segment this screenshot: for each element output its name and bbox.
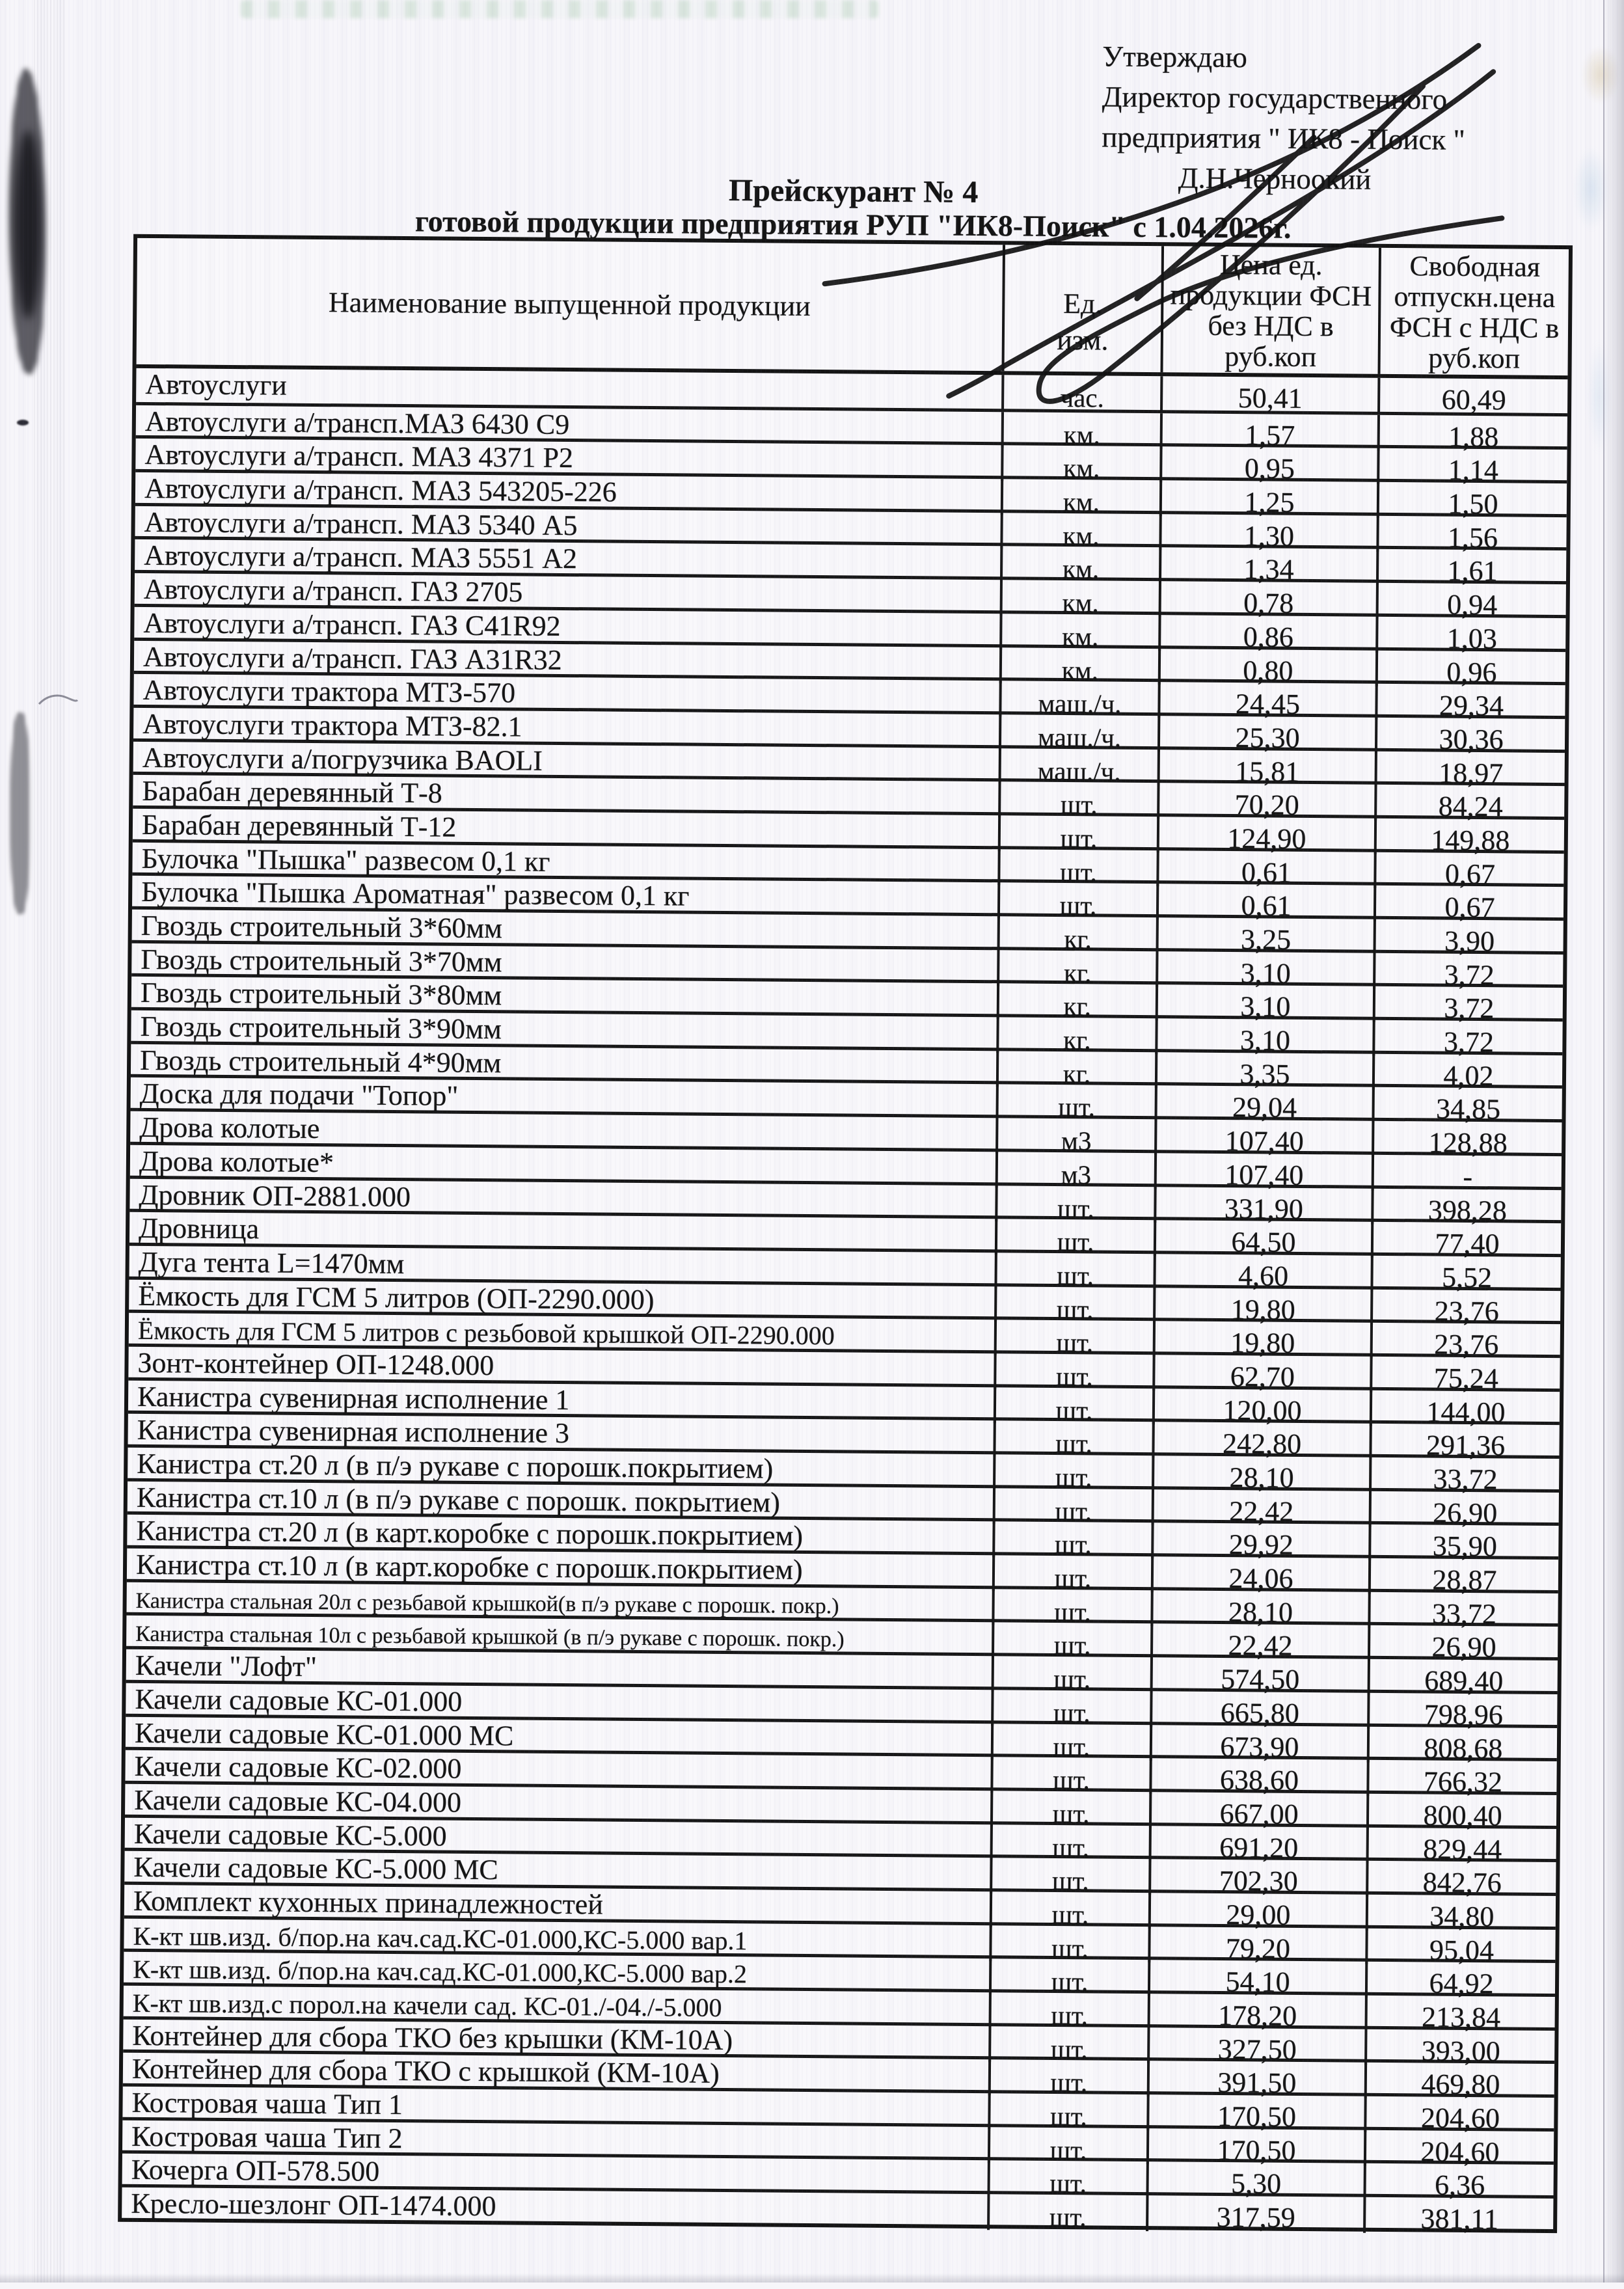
price-no-vat: 15,81 [1157, 750, 1375, 787]
price-with-vat: 0,67 [1374, 852, 1563, 889]
unit-value: шт. [990, 1891, 1148, 1929]
price-with-vat: 95,04 [1365, 1928, 1555, 1965]
header-price-no-vat: Цена ед. продукции ФСН без НДС в руб.коп [1161, 246, 1379, 374]
price-with-vat: 469,80 [1364, 2063, 1554, 2100]
price-with-vat: 34,80 [1366, 1895, 1556, 1932]
price-with-vat: 26,90 [1369, 1491, 1559, 1528]
price-no-vat: 1,30 [1159, 514, 1376, 552]
price-with-vat: 798,96 [1367, 1693, 1557, 1730]
price-with-vat: - [1372, 1155, 1562, 1192]
product-name: Барабан деревянный Т-12 [141, 808, 457, 843]
price-no-vat: 638,60 [1149, 1758, 1366, 1796]
product-name: Канистра ст.10 л (в п/э рукаве с порошк. покрытием) [136, 1481, 781, 1519]
product-name: Автоуслуги трактора МТЗ-82.1 [142, 707, 522, 743]
unit-value: шт. [990, 1824, 1149, 1862]
director-name: Д.Н.Черноокий [1178, 161, 1372, 196]
product-name: К-кт шв.изд.с порол.на качели сад. КС-01./-04./-5.000 [132, 1988, 722, 2022]
unit-value: шт. [994, 1253, 1153, 1290]
unit-value: шт. [992, 1522, 1151, 1559]
product-name: Ёмкость для ГСМ 5 литров (ОП-2290.000) [138, 1279, 655, 1316]
product-name: Качели садовые КС-04.000 [134, 1783, 462, 1819]
price-with-vat: 1,03 [1375, 617, 1565, 654]
approval-block [1102, 36, 1584, 201]
product-name: Доска для подачи "Топор" [139, 1077, 459, 1113]
unit-value: час. [1001, 375, 1160, 412]
unit-value: шт. [998, 782, 1157, 819]
product-name: Гвоздь строительный 4*90мм [139, 1044, 502, 1079]
product-name: Качели садовые КС-01.000 МС [134, 1716, 514, 1752]
unit-value: шт. [993, 1454, 1152, 1491]
product-name: Костровая чаша Тип 2 [131, 2120, 403, 2154]
unit-value: шт. [990, 1858, 1148, 1895]
product-name: Контейнер для сбора ТКО с крышкой (КМ-10А) [131, 2053, 720, 2090]
product-name: Качели садовые КС-5.000 [133, 1817, 447, 1852]
unit-value: маш./ч. [999, 748, 1157, 785]
unit-value: шт. [987, 2194, 1146, 2231]
price-with-vat: 33,72 [1369, 1457, 1559, 1495]
price-no-vat: 79,20 [1148, 1927, 1365, 1964]
price-with-vat: 3,72 [1373, 953, 1563, 990]
price-no-vat: 170,50 [1146, 2128, 1364, 2166]
unit-value: шт. [992, 1623, 1150, 1660]
price-with-vat: 28,87 [1368, 1558, 1558, 1595]
product-name: Автоуслуги а/трансп. МАЗ 4371 Р2 [144, 439, 574, 474]
unit-value: кг. [997, 984, 1156, 1021]
price-with-vat: 393,00 [1364, 2029, 1554, 2066]
product-name: Комплект кухонных принадлежностей [133, 1884, 604, 1921]
product-name: Канистра стальная 20л с резьбавой крышкой(в п/э рукаве с порошк. покр.) [135, 1588, 839, 1619]
product-name: Зонт-контейнер ОП-1248.000 [137, 1346, 494, 1382]
price-table [118, 234, 1573, 2236]
product-name: Автоуслуги а/трансп. МАЗ 543205-226 [144, 472, 617, 508]
unit-value: шт. [992, 1555, 1151, 1592]
price-with-vat: 3,90 [1373, 919, 1563, 956]
unit-value: шт. [988, 2026, 1147, 2063]
header-unit: Ед. изм. [1002, 245, 1162, 372]
unit-value: м3 [995, 1118, 1154, 1155]
price-with-vat: 30,36 [1375, 718, 1565, 755]
price-with-vat: 808,68 [1367, 1726, 1557, 1763]
price-with-vat: 84,24 [1374, 785, 1564, 822]
price-no-vat: 1,57 [1160, 413, 1377, 451]
unit-value: км. [1001, 446, 1159, 483]
price-with-vat: 35,90 [1368, 1524, 1558, 1562]
price-with-vat: 204,60 [1364, 2130, 1554, 2167]
price-with-vat: 29,34 [1375, 684, 1565, 721]
price-with-vat: 1,56 [1376, 516, 1566, 553]
price-no-vat: 327,50 [1147, 2027, 1364, 2065]
product-name: Автоуслуги а/трансп. ГАЗ С41R92 [143, 606, 561, 642]
price-no-vat: 124,90 [1157, 817, 1374, 854]
price-no-vat: 24,06 [1151, 1556, 1368, 1594]
unit-value: шт. [995, 1219, 1154, 1256]
unit-value: шт. [995, 1085, 1154, 1122]
title-line-1: Прейскурант № 4 [728, 172, 979, 210]
product-name: Качели "Лофт" [135, 1649, 318, 1683]
unit-value: км. [1001, 479, 1159, 516]
price-with-vat: 23,76 [1370, 1323, 1560, 1360]
price-with-vat: 1,88 [1377, 415, 1567, 452]
price-no-vat: 4,60 [1153, 1254, 1370, 1292]
price-with-vat: 128,88 [1372, 1121, 1562, 1158]
price-with-vat: 1,61 [1376, 549, 1566, 586]
price-with-vat: 1,14 [1377, 448, 1567, 485]
price-no-vat: 170,50 [1146, 2094, 1364, 2132]
product-name: Гвоздь строительный 3*60мм [141, 909, 503, 945]
price-no-vat: 665,80 [1150, 1691, 1367, 1729]
price-no-vat: 0,61 [1156, 884, 1374, 921]
price-no-vat: 702,30 [1148, 1859, 1366, 1897]
product-name: Кресло-шезлонг ОП-1474.000 [131, 2187, 496, 2223]
price-with-vat: 18,97 [1375, 751, 1565, 788]
unit-value: шт. [992, 1589, 1150, 1626]
unit-value: км. [999, 614, 1158, 651]
unit-value: м3 [995, 1152, 1154, 1189]
product-name: Качели садовые КС-01.000 [135, 1683, 463, 1718]
product-name: Канистра ст.20 л (в карт.коробке с порошк.покрытием) [136, 1515, 804, 1552]
product-name: Автоуслуги а/погрузчика BAOLI [142, 741, 543, 777]
product-name: Автоуслуги а/трансп. ГАЗ А31R32 [142, 640, 562, 676]
unit-value: шт. [991, 1724, 1150, 1761]
price-with-vat: 291,36 [1369, 1424, 1559, 1461]
price-no-vat: 1,34 [1159, 548, 1376, 586]
product-name: Кочерга ОП-578.500 [131, 2154, 380, 2188]
price-with-vat: 842,76 [1366, 1861, 1556, 1898]
price-no-vat: 5,30 [1146, 2162, 1363, 2200]
price-with-vat: 77,40 [1371, 1222, 1561, 1259]
price-with-vat: 381,11 [1363, 2197, 1553, 2234]
product-name: Ёмкость для ГСМ 5 литров с резьбовой крышкой ОП-2290.000 [137, 1316, 835, 1351]
price-no-vat: 0,95 [1159, 447, 1377, 485]
product-name: Контейнер для сбора ТКО без крышки (КМ-10А) [132, 2019, 733, 2056]
unit-value: км. [999, 647, 1158, 684]
price-no-vat: 22,42 [1152, 1489, 1369, 1527]
price-no-vat: 0,80 [1158, 649, 1375, 686]
unit-value: км. [1001, 412, 1160, 449]
price-with-vat: 829,44 [1366, 1827, 1556, 1864]
price-with-vat: 0,96 [1375, 650, 1565, 687]
price-with-vat: 800,40 [1366, 1794, 1556, 1831]
unit-value: кг. [996, 1051, 1155, 1088]
table-header [137, 238, 1569, 379]
price-no-vat: 242,80 [1152, 1422, 1369, 1459]
price-with-vat: 64,92 [1365, 1962, 1555, 1999]
price-with-vat: 149,88 [1374, 819, 1564, 856]
price-with-vat: 766,32 [1366, 1760, 1556, 1797]
price-no-vat: 29,00 [1148, 1893, 1366, 1930]
price-no-vat: 574,50 [1150, 1657, 1368, 1695]
unit-value: маш./ч. [999, 714, 1157, 752]
price-no-vat: 331,90 [1154, 1187, 1371, 1225]
product-name: Дрова колотые* [139, 1144, 334, 1179]
unit-value: маш./ч. [999, 681, 1157, 718]
product-name: Качели садовые КС-5.000 МС [133, 1851, 498, 1886]
price-no-vat: 50,41 [1160, 376, 1377, 414]
price-no-vat: 29,92 [1151, 1523, 1368, 1561]
price-no-vat: 317,59 [1146, 2195, 1363, 2233]
price-no-vat: 29,04 [1154, 1086, 1372, 1124]
price-with-vat: 75,24 [1370, 1357, 1560, 1394]
price-with-vat: 689,40 [1368, 1659, 1558, 1696]
price-no-vat: 107,40 [1154, 1153, 1372, 1191]
price-with-vat: 398,28 [1371, 1188, 1561, 1225]
unit-value: шт. [997, 849, 1156, 886]
unit-value: шт. [987, 2161, 1146, 2198]
unit-value: шт. [992, 1656, 1150, 1693]
unit-value: шт. [994, 1353, 1152, 1390]
unit-value: кг. [997, 916, 1156, 953]
product-name: Гвоздь строительный 3*80мм [140, 977, 502, 1012]
product-name: Канистра стальная 10л с резьбавой крышкой (в п/э рукаве с порошк. покр.) [135, 1622, 845, 1652]
product-name: Канистра ст.10 л (в карт.коробке с порошк.покрытием) [135, 1548, 803, 1586]
unit-value: шт. [997, 883, 1156, 920]
unit-value: шт. [993, 1488, 1152, 1525]
unit-value: кг. [996, 1017, 1155, 1054]
product-name: Барабан деревянный Т-8 [142, 775, 442, 809]
price-with-vat: 34,85 [1372, 1087, 1562, 1124]
price-with-vat: 23,76 [1370, 1289, 1560, 1326]
product-name: Автоуслуги а/трансп. МАЗ 5551 А2 [144, 539, 578, 575]
price-no-vat: 28,10 [1150, 1590, 1368, 1628]
price-with-vat: 1,50 [1377, 482, 1567, 519]
product-name: Канистра сувенирная исполнение 3 [137, 1414, 570, 1450]
price-with-vat: 33,72 [1368, 1592, 1558, 1629]
product-name: Канистра ст.20 л (в п/э рукаве с порошк.покрытием) [137, 1447, 774, 1485]
price-no-vat: 19,80 [1153, 1321, 1370, 1359]
unit-value: шт. [990, 1757, 1149, 1794]
product-name: Булочка "Пышка Ароматная" развесом 0,1 кг [141, 876, 690, 912]
price-with-vat: 0,94 [1376, 583, 1566, 620]
header-price-with-vat: Свободная отпускн.цена ФСН с НДС в руб.коп [1377, 248, 1569, 375]
price-with-vat: 213,84 [1364, 1996, 1554, 2033]
price-no-vat: 28,10 [1152, 1456, 1369, 1493]
product-name: Костровая чаша Тип 1 [131, 2086, 403, 2121]
unit-value: шт. [993, 1421, 1152, 1458]
approval-line: предприятия " ИК8 - Поиск " [1102, 120, 1466, 156]
unit-value: шт. [988, 2093, 1146, 2130]
product-name: К-кт шв.изд. б/пор.на кач.сад.КС-01.000,КС-5.000 вар.2 [133, 1955, 748, 1989]
price-no-vat: 0,78 [1159, 581, 1376, 619]
unit-value: шт. [989, 1992, 1148, 2029]
price-no-vat: 120,00 [1152, 1388, 1370, 1426]
price-with-vat: 6,36 [1363, 2163, 1553, 2201]
product-name: Автоуслуги а/трансп.МАЗ 6430 С9 [144, 405, 570, 440]
price-with-vat: 144,00 [1370, 1390, 1560, 1427]
price-with-vat: 204,60 [1364, 2096, 1554, 2133]
price-with-vat: 3,72 [1372, 1020, 1562, 1057]
unit-value: шт. [989, 1925, 1148, 1962]
price-with-vat: 26,90 [1368, 1625, 1558, 1662]
approval-line: Утверждаю [1102, 40, 1248, 74]
unit-value: кг. [997, 950, 1156, 987]
unit-value: шт. [991, 1690, 1150, 1727]
unit-value: шт. [990, 1791, 1149, 1828]
title-line-2: готовой продукции предприятия РУП "ИК8-Поиск" с 1.04.2026г. [414, 204, 1292, 245]
product-name: Автоуслуги а/трансп. МАЗ 5340 А5 [144, 506, 578, 541]
price-with-vat: 60,49 [1377, 378, 1567, 415]
price-no-vat: 3,10 [1156, 951, 1373, 989]
unit-value: шт. [998, 815, 1157, 852]
product-name: Автоуслуги трактора МТЗ-570 [142, 674, 516, 709]
price-no-vat: 0,61 [1156, 850, 1374, 888]
unit-value: км. [1000, 547, 1159, 584]
header-product-name: Наименование выпущенной продукции [328, 286, 811, 322]
approval-line: Директор государственного [1102, 80, 1448, 116]
price-no-vat: 62,70 [1152, 1355, 1370, 1392]
price-no-vat: 0,86 [1158, 615, 1375, 653]
product-name: Дрова колотые [139, 1111, 320, 1145]
table-body [122, 368, 1567, 2236]
unit-value: шт. [994, 1387, 1152, 1424]
price-no-vat: 107,40 [1154, 1119, 1372, 1157]
unit-value: шт. [994, 1286, 1153, 1323]
product-name: Дровник ОП-2881.000 [139, 1178, 411, 1213]
unit-value: км. [1000, 580, 1159, 617]
product-name: Качели садовые КС-02.000 [134, 1750, 462, 1785]
price-no-vat: 1,25 [1159, 480, 1377, 518]
price-no-vat: 178,20 [1148, 1994, 1365, 2031]
document-title [133, 169, 1573, 247]
price-no-vat: 673,90 [1150, 1725, 1367, 1763]
price-no-vat: 22,42 [1150, 1624, 1368, 1662]
product-name: Гвоздь строительный 3*70мм [141, 943, 502, 978]
product-name: Дровница [138, 1212, 260, 1245]
price-no-vat: 691,20 [1149, 1826, 1366, 1863]
product-name: Канистра сувенирная исполнение 1 [137, 1380, 570, 1416]
price-no-vat: 3,10 [1156, 985, 1373, 1023]
price-no-vat: 64,50 [1154, 1220, 1371, 1258]
price-with-vat: 3,72 [1373, 986, 1563, 1023]
price-no-vat: 54,10 [1148, 1960, 1365, 1998]
product-name: Автоуслуги а/трансп. ГАЗ 2705 [143, 573, 523, 608]
price-no-vat: 391,50 [1147, 2061, 1364, 2098]
price-no-vat: 3,10 [1155, 1018, 1372, 1056]
product-name: Булочка "Пышка" развесом 0,1 кг [141, 842, 550, 878]
product-name: Автоуслуги [145, 368, 288, 401]
unit-value: шт. [988, 2060, 1147, 2097]
unit-value: шт. [988, 2127, 1146, 2164]
price-no-vat: 3,35 [1155, 1052, 1372, 1090]
price-with-vat: 4,02 [1372, 1054, 1562, 1091]
unit-value: шт. [994, 1320, 1153, 1357]
price-no-vat: 25,30 [1157, 716, 1375, 753]
price-no-vat: 24,45 [1157, 682, 1375, 720]
price-no-vat: 19,80 [1153, 1288, 1370, 1325]
unit-value: шт. [989, 1959, 1148, 1996]
price-with-vat: 0,67 [1374, 886, 1563, 923]
product-name: Дуга тента L=1470мм [138, 1245, 405, 1280]
product-name: К-кт шв.изд. б/пор.на кач.сад.КС-01.000,КС-5.000 вар.1 [133, 1921, 748, 1955]
price-no-vat: 70,20 [1157, 783, 1374, 820]
price-no-vat: 3,25 [1156, 917, 1373, 955]
product-name: Гвоздь строительный 3*90мм [140, 1010, 502, 1046]
price-with-vat: 5,52 [1370, 1256, 1560, 1293]
price-no-vat: 667,00 [1149, 1792, 1366, 1830]
unit-value: шт. [995, 1185, 1154, 1223]
unit-value: км. [1000, 513, 1159, 550]
